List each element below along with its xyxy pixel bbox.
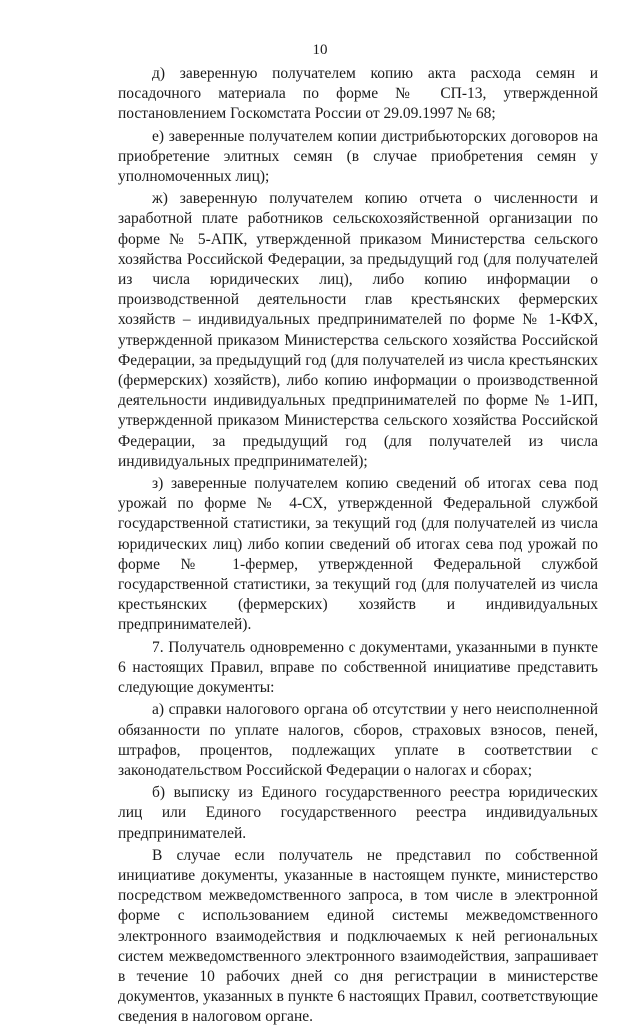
paragraph-b-registry-extract: б) выписку из Единого государственного реестра юридических лиц или Единого государственного реестра индивидуальных предпринимателей. <box>118 784 598 842</box>
paragraph-7-optional-documents: 7. Получатель одновременно с документами, указанными в пункте 6 настоящих Правил, вправе по собственной инициативе представить следующие документы: <box>118 638 598 697</box>
paragraph-interagency-request: В случае если получатель не представил по собственной инициативе документы, указанные в настоящем пункте, министерство посредством межведомственного запроса, в том числе в электронной форме с использованием единой системы межведомственного электронного взаимодействия и подключаемых к ней региональных систем межведомственного электронного взаимодействия, запрашивает в течение 10 рабочих дней со дня регистрации в министерстве документов, указанных в пункте 6 настоящих Правил, соответствующие сведения в налоговом органе. <box>118 846 598 1026</box>
document-body <box>118 64 598 1028</box>
paragraph-zh-employee-report: ж) заверенную получателем копию отчета о численности и заработной плате работников сельскохозяйственной организации по форме № 5-АПК, утвержденной приказом Министерства сельского хозяйства Российской Федерации, за предыдущий год (для получателей из числа юридических лиц), либо копию информации о производственной деятельности глав крестьянских фермерских хозяйств – индивидуальных предпринимателей по форме № 1-КФХ, утвержденной приказом Министерства сельского хозяйства Российской Федерации, за предыдущий год (для получателей из числа крестьянских (фермерских) хозяйств), либо копию информации о производственной деятельности индивидуальных предпринимателей по форме № 1-ИП, утвержденной приказом Министерства сельского хозяйства Российской Федерации, за предыдущий год (для получателей из числа индивидуальных предпринимателей); <box>118 190 598 470</box>
paragraph-e-distributor-contracts: е) заверенные получателем копии дистрибьюторских договоров на приобретение элитных семян (в случае приобретения семян у уполномоченных лиц); <box>118 127 598 186</box>
paragraph-d-seed-act: д) заверенную получателем копию акта расхода семян и посадочного материала по форме № СП-13, утвержденной постановлением Госкомстата России от 29.09.1997 № 68; <box>118 65 598 123</box>
paragraph-z-sowing-results: з) заверенные получателем копию сведений об итогах сева под урожай по форме № 4-СХ, утвержденной Федеральной службой государственной статистики, за текущий год (для получателей из числа юридических лиц) либо копии сведений об итогах сева под урожай по форме № 1-фермер, утвержденной Федеральной службой государственной статистики, за текущий год (для получателей из числа крестьянских (фермерских) хозяйств и индивидуальных предпринимателей). <box>118 475 598 634</box>
page-number: 10 <box>312 42 328 58</box>
paragraph-a-tax-certificate: а) справки налогового органа об отсутствии у него неисполненной обязанности по уплате налогов, сборов, страховых взносов, пеней, штрафов, процентов, подлежащих уплате в соответствии с законодательством Российской Федерации о налогах и сборах; <box>118 701 598 779</box>
